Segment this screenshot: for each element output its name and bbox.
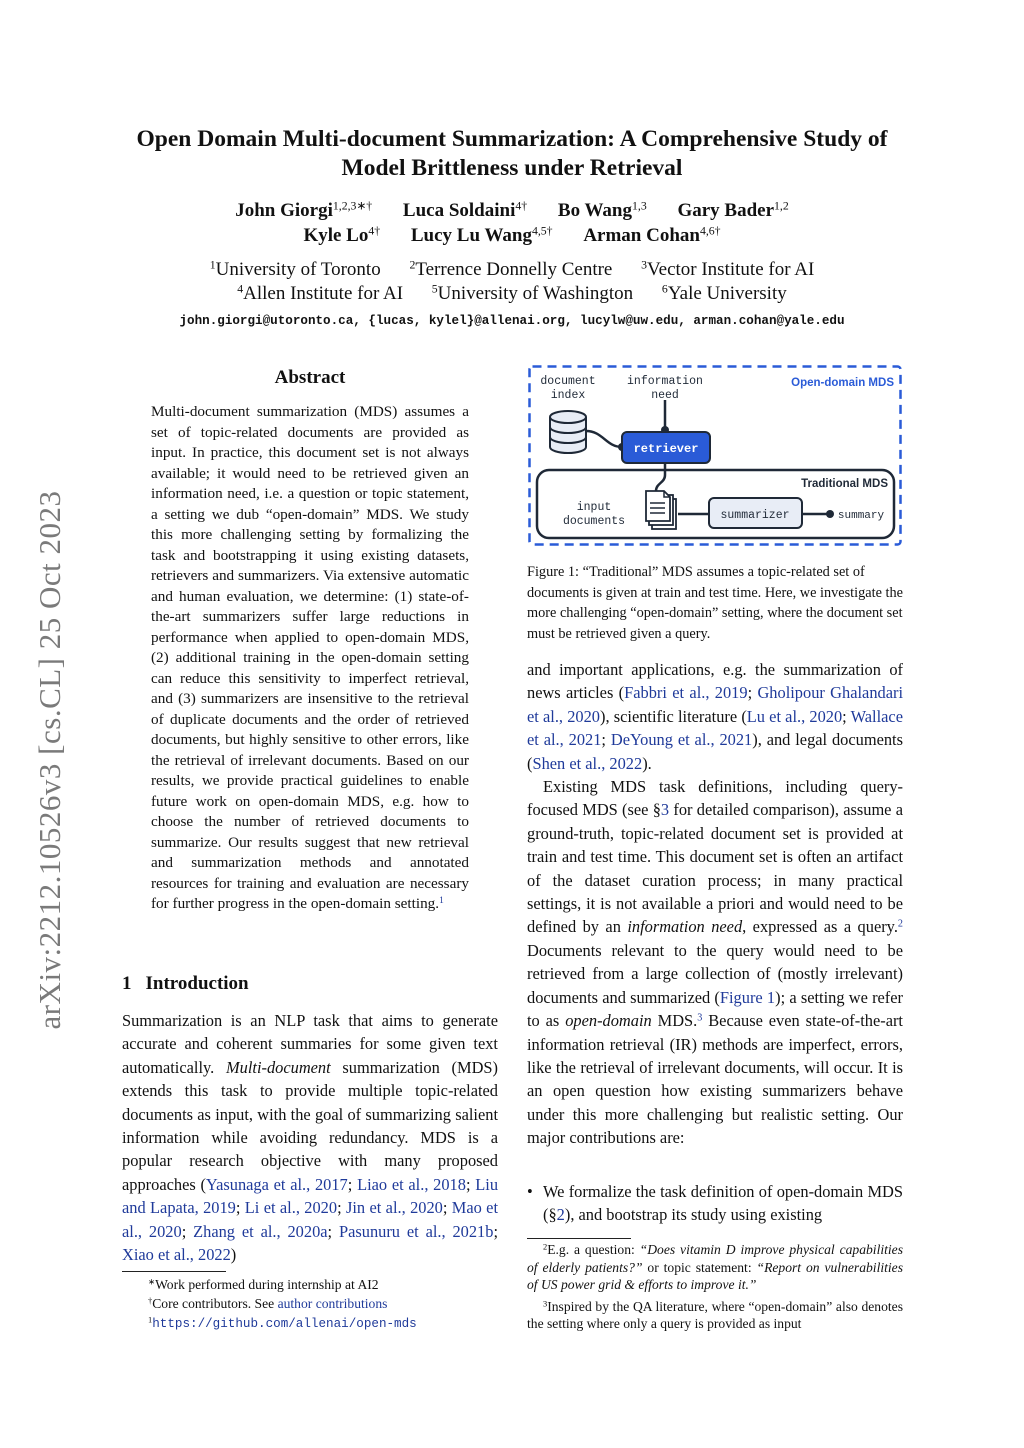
paragraph: and important applications, e.g. the summarization of news articles (Fabbri et al., 2019; Gholipour Ghalandari et al., 2020), scientific literature (Lu et al., 2020; Wallace et al., 2021; DeYoung et al., 2021), and legal documents (Shen et al., 2022). — [527, 660, 903, 773]
title-line-1: Open Domain Multi-document Summarization: A Comprehensive Study of — [136, 126, 888, 152]
footnote-star: ∗Work performed during internship at AI2 — [148, 1276, 379, 1292]
label-open-domain-mds: Open-domain MDS — [791, 377, 894, 389]
index-connector — [586, 431, 622, 447]
figure-1 — [528, 365, 902, 546]
citation-link[interactable]: Pasunuru et al., 2021b — [338, 1221, 494, 1241]
author: Lucy Lu Wang$^{4,5\dagger}$ — [410, 224, 553, 246]
label-retriever: retriever — [633, 442, 699, 456]
label-input: input — [576, 501, 612, 514]
abstract-heading: Abstract — [274, 367, 346, 388]
figure-1-diagram — [528, 365, 902, 546]
svg-text:Traditional MDS — [801, 478, 888, 490]
label-document: document — [540, 375, 596, 388]
database-icon — [550, 411, 586, 453]
contribution-bullet — [527, 1180, 903, 1227]
svg-text:document — [540, 375, 595, 388]
figure-1-caption: Figure 1: “Traditional” MDS assumes a topic-related set of documents is given at train and test time. Here, we investigate the more challenging “open-domain” setting, where the document set must be retrieved given a query. — [527, 564, 903, 642]
title-line-2: Model Brittleness under Retrieval — [341, 155, 683, 181]
svg-text:summary — [838, 510, 885, 522]
affiliation: $^5$University of Washington — [431, 282, 634, 304]
authors-row-1 — [100, 200, 924, 222]
author-emails: john.giorgi@utoronto.ca, {lucas, kylel}@allenai.org, lucylw@uw.edu, arman.cohan@yale.edu — [179, 314, 845, 328]
citation-link[interactable]: Gholipour Ghalandari et al., 2020 — [527, 683, 903, 726]
footnotes-left — [122, 1275, 498, 1334]
svg-text:input — [577, 501, 612, 514]
citation-link[interactable]: Wallace et al., 2021 — [527, 706, 903, 750]
author: Luca Soldaini$^{4\dagger}$ — [402, 199, 528, 221]
label-summary: summary — [837, 510, 885, 522]
affiliation: $^6$Yale University — [661, 282, 787, 304]
arxiv-identifier: arXiv:2212.10526v3 [cs.CL] 25 Oct 2023 — [32, 490, 67, 1030]
footnote-rule — [122, 1271, 226, 1272]
abstract-text: Multi-document summarization (MDS) assumes a set of topic-related documents are provided as input. In practice, this document set is not always available; it would need to be retrieved given an information need, i.e. a question or topic statement, a setting we dub “open-domain” MDS. We study this more challenging setting by formalizing the task and bootstrapping it using existing datasets, retrievers and summarizers. Via extensive automatic and human evaluation, we determine: (1) state-of-the-art summarizers suffer large reductions in performance when applied to open-domain MDS, (2) additional training in the open-domain setting can reduce this sensitivity to imperfect retrieval, and (3) summarizers are insensitive to the retrieval of duplicate documents and the order of retrieved documents, but highly sensitive to other errors, like the retrieval of irrelevant documents. Based on our results, we provide practical guidelines to enable future work on open-domain MDS, e.g. how to choose the number of retrieved documents to summarize. Our results suggest that new retrieval and summarization methods and annotated resources for training and evaluation are necessary for further progress in the open-domain setting.$^1$ — [151, 403, 469, 912]
footnote-2-link[interactable]: 2 — [897, 918, 903, 930]
citation-link[interactable]: Mao et al., 2020 — [122, 1198, 499, 1241]
svg-text:documents — [563, 515, 625, 528]
arxiv-side-stamp — [20, 460, 80, 1060]
svg-text:information — [627, 375, 703, 388]
footnote-3: $^3$Inspired by the QA literature, where “open-domain” also denotes the setting where only a query is provided as input — [527, 1297, 903, 1331]
label-summarizer: summarizer — [720, 509, 790, 522]
section-heading-introduction: 1 Introduction — [122, 973, 249, 994]
svg-text:summarizer — [720, 509, 789, 522]
footnote-dagger: †Core contributors. See author contributions — [148, 1295, 388, 1311]
footnote-1-link[interactable]: 1 — [439, 895, 444, 906]
svg-text:index — [551, 389, 586, 402]
footnote-1: $^1$https://github.com/allenai/open-mds — [148, 1314, 417, 1331]
author: Gary Bader$^{1,2}$ — [677, 199, 789, 221]
citation-link[interactable]: Zhang et al., 2020a — [193, 1221, 328, 1241]
affiliation: $^1$University of Toronto — [209, 258, 381, 280]
bullet-text: We formalize the task definition of open-domain MDS (§2), and bootstrap its study using existing — [543, 1182, 903, 1225]
footnotes-right — [527, 1241, 903, 1333]
affiliations-row-2 — [100, 283, 924, 305]
intro-paragraph: Summarization is an NLP task that aims to generate accurate and coherent summaries for some given text automatically. Multi-document summarization (MDS) extends this task to provide multiple topic-related documents as input, with the goal of summarizing salient information while avoiding redundancy. MDS is a popular research objective with many proposed approaches (Yasunaga et al., 2017; Liao et al., 2018; Liu and Lapata, 2019; Li et al., 2020; Jin et al., 2020; Mao et al., 2020; Zhang et al., 2020a; Pasunuru et al., 2021b; Xiao et al., 2022) — [122, 1011, 499, 1265]
svg-text:Open-domain MDS — [791, 377, 894, 389]
citation-link[interactable]: Li et al., 2020 — [244, 1198, 338, 1218]
author: John Giorgi$^{1,2,3∗\dagger}$ — [235, 199, 373, 221]
author-contributions-link[interactable]: author contributions — [277, 1296, 388, 1311]
section-2-link[interactable]: 2 — [556, 1205, 565, 1225]
author: Kyle $Lo^{4\dagger}$ — [303, 224, 381, 246]
citation-link[interactable]: Shen et al., 2022 — [532, 753, 643, 773]
figure-1-link[interactable]: Figure 1 — [719, 987, 776, 1007]
affiliations-row-1 — [100, 259, 924, 281]
bullet-mark: • — [527, 1182, 533, 1201]
author: Arman Cohan$^{4,6\dagger}$ — [583, 224, 721, 246]
citation-link[interactable]: Lu et al., 2020 — [746, 706, 843, 726]
label-traditional-mds: Traditional MDS — [801, 478, 888, 490]
citation-link[interactable]: Liao et al., 2018 — [357, 1174, 466, 1194]
label-need: need — [651, 389, 679, 402]
footnote-3-link[interactable]: 3 — [697, 1012, 703, 1024]
citation-link[interactable]: Jin et al., 2020 — [346, 1198, 443, 1218]
affiliation: $^2$Terrence Donnelly Centre — [409, 258, 613, 280]
citation-link[interactable]: Fabbri et al., 2019 — [624, 683, 748, 703]
svg-text:retriever — [634, 442, 699, 456]
affiliation: $^4$Allen Institute for AI — [237, 282, 404, 304]
citation-link[interactable]: Xiao et al., 2022 — [122, 1245, 231, 1265]
section-3-link[interactable]: 3 — [660, 800, 670, 820]
citation-link[interactable]: Yasunaga et al., 2017 — [205, 1174, 348, 1194]
github-url-link[interactable]: https://github.com/allenai/open-mds — [152, 1317, 417, 1331]
author: Bo Wang$^{1,3}$ — [557, 199, 647, 221]
footnote-2: $^2$E.g. a question: “Does vitamin D improve physical capabilities of elderly patients?” or topic statement: “Report on vulnerabilities of US power grid & efforts to improve it.” — [527, 1241, 904, 1292]
authors-row-2 — [100, 225, 924, 247]
citation-link[interactable]: DeYoung et al., 2021 — [610, 730, 753, 750]
paragraph: Existing MDS task definitions, including query-focused MDS (see §3 for detailed comparison), assume a ground-truth, topic-related document set is provided at train and test time. This document set is often an artifact of the dataset curation process; in many practical settings, it is not available a priori and would need to be defined by an information need, expressed as a query.$^2$ Documents relevant to the query would need to be retrieved from a large collection of (mostly irrelevant) documents and summarized (Figure 1); a setting we refer to as open-domain MDS.$^3$ Because even state-of-the-art information retrieval (IR) methods are imperfect, errors, like the retrieval of irrelevant documents, will occur. It is an open question how existing summarizers behave under this more challenging but realistic setting. Our major contributions are: — [527, 777, 904, 1148]
citation-link[interactable]: Liu and Lapata, 2019 — [122, 1174, 499, 1218]
label-information: information — [627, 375, 703, 388]
document-stack-icon — [646, 491, 676, 529]
affiliation: $^3$Vector Institute for AI — [641, 258, 815, 280]
right-column-text — [527, 658, 903, 1150]
label-index: index — [550, 389, 586, 402]
footnote-rule — [527, 1238, 631, 1239]
paper-title — [100, 125, 924, 183]
label-documents: documents — [562, 515, 626, 528]
svg-text:need — [651, 389, 679, 402]
